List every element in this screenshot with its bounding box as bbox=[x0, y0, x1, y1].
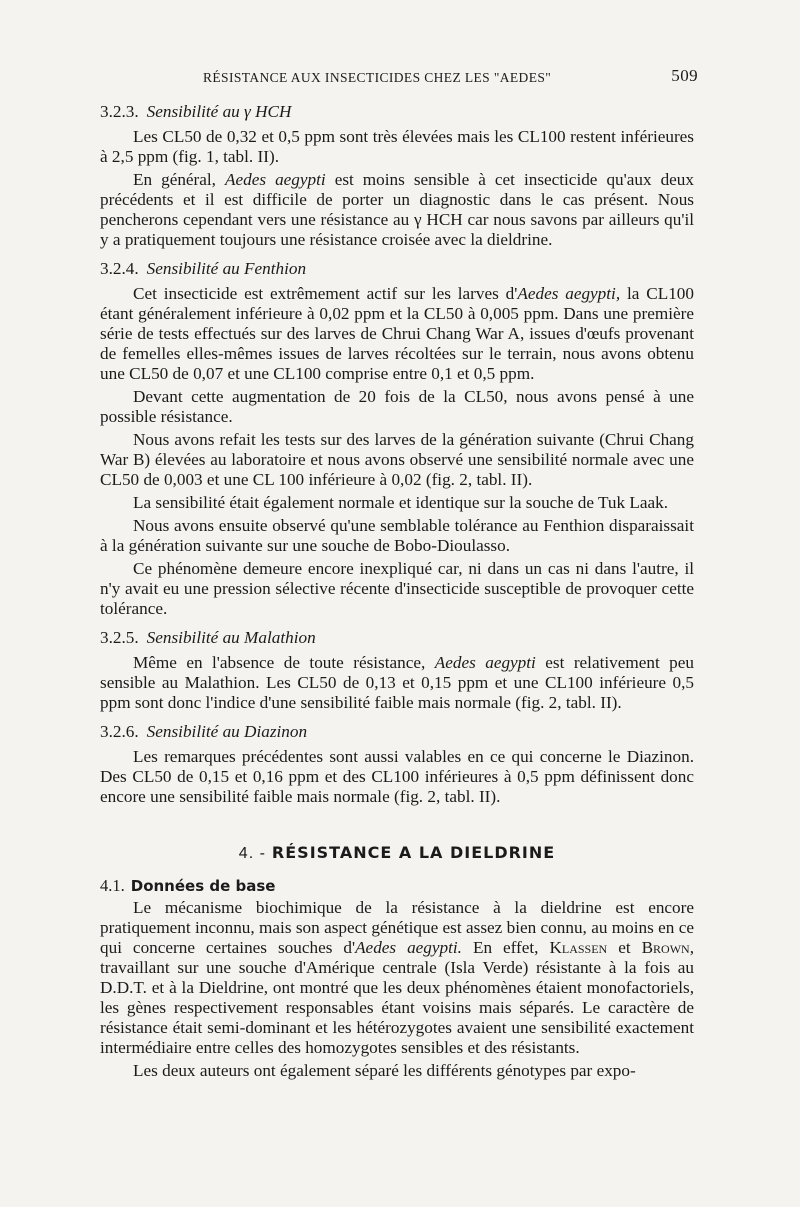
author-name: Klassen bbox=[549, 938, 608, 957]
paragraph: Les remarques précédentes sont aussi valables en ce qui concerne le Diazinon. Des CL50 de 0,15 et 0,16 ppm et des CL100 inférieures à 0,5 ppm définissent donc encore une sensibilité faible mais normale (fig. 2, tabl. II). bbox=[100, 747, 694, 806]
author-name: Brown bbox=[641, 938, 690, 957]
text-run: En général, bbox=[133, 170, 226, 189]
paragraph: Les deux auteurs ont également séparé les différents génotypes par expo- bbox=[133, 1061, 636, 1080]
section-heading-4-1 bbox=[100, 876, 694, 896]
paragraph bbox=[100, 284, 694, 384]
section-number: 3.2.3. bbox=[100, 102, 139, 121]
paragraph bbox=[100, 898, 694, 1058]
paragraph: Les CL50 de 0,32 et 0,5 ppm sont très élevées mais les CL100 restent inférieures à 2,5 ppm (fig. 1, tabl. II). bbox=[100, 127, 694, 166]
section-number: 3.2.4. bbox=[100, 259, 139, 278]
section-number: 3.2.6. bbox=[100, 722, 139, 741]
text-run: Même en l'absence de toute résistance, bbox=[133, 653, 435, 672]
section-title: Sensibilité au Malathion bbox=[146, 628, 316, 647]
paragraph bbox=[100, 170, 694, 250]
paragraph: Nous avons ensuite observé qu'une semblable tolérance au Fenthion disparaissait à la génération suivante sur une souche de Bobo-Dioulasso. bbox=[100, 516, 694, 555]
paragraph: Nous avons refait les tests sur des larves de la génération suivante (Chrui Chang War B) élevées au laboratoire et nous avons observé une sensibilité normale avec une CL50 de 0,003 et une CL 100 inférieure à 0,02 (fig. 2, tabl. II). bbox=[100, 430, 694, 489]
species-name: Aedes aegypti bbox=[225, 170, 326, 189]
chapter-title: RÉSISTANCE A LA DIELDRINE bbox=[271, 843, 556, 862]
section-number: 4.1. bbox=[100, 876, 125, 895]
section-heading-3-2-3 bbox=[100, 100, 694, 122]
paragraph: La sensibilité était également normale et identique sur la souche de Tuk Laak. bbox=[133, 493, 669, 512]
text-run: est moins sensible à cet insecticide qu'aux deux précédents et il est difficile de porter un diagnostic dans le cas présent. Nous pencherons cependant vers une résistance au γ HCH car nous savons par ailleurs qu'il y a pratiquement toujours une résistance croisée avec la dieldrine. bbox=[100, 170, 694, 249]
text-run: la CL100 étant généralement inférieure à 0,02 ppm et la CL50 à 0,005 ppm. Dans une première série de tests effectués sur des larves de Chrui Chang War A, issues d'œufs provenant de femelles elles-mêmes issues de larves récoltées sur le terrain, nous avons obtenu une CL50 de 0,07 et une CL100 comprise entre 0,1 et 0,5 ppm. bbox=[100, 284, 694, 383]
text-run: est relativement peu sensible au Malathion. Les CL50 de 0,13 et 0,15 ppm et une CL100 inférieure 0,5 ppm sont donc l'indice d'une sensibilité faible mais normale (fig. 2, tabl. II). bbox=[100, 653, 694, 712]
text-run: En effet, bbox=[461, 938, 550, 957]
paragraph: Devant cette augmentation de 20 fois de la CL50, nous avons pensé à une possible résistance. bbox=[100, 387, 694, 426]
page-number: 509 bbox=[671, 66, 698, 85]
section-heading-3-2-5 bbox=[100, 626, 694, 648]
paragraph bbox=[100, 653, 694, 713]
running-head-title: RÉSISTANCE AUX INSECTICIDES CHEZ LES "AEDES" bbox=[203, 70, 552, 85]
text-run: , travaillant sur une souche d'Amérique centrale (Isla Verde) résistante à la fois au D.D.T. et à la Dieldrine, ont montré que les deux phénomènes étaient monofactoriels, les gènes respectivement responsables étant voisins mais séparés. Le caractère de résistance était semi-dominant et les hétérozygotes avaient une sensibilité exactement intermédiaire entre celles des homozygotes sensibles et des résistants. bbox=[100, 938, 695, 1057]
paragraph: Ce phénomène demeure encore inexpliqué car, ni dans un cas ni dans l'autre, il n'y avait eu une pression sélective récente d'insecticide susceptible de provoquer cette tolérance. bbox=[100, 559, 694, 618]
section-title: Données de base bbox=[130, 877, 276, 895]
chapter-heading bbox=[100, 843, 694, 864]
text-run: Le mécanisme biochimique de la résistance à la dieldrine est encore pratiquement inconnu, mais son aspect génétique est assez bien connu, au moins en ce qui concerne certaines souches d' bbox=[100, 898, 694, 957]
chapter-number: 4. - bbox=[238, 845, 266, 862]
species-name: Aedes aegypti bbox=[434, 653, 536, 672]
text-run: et bbox=[607, 938, 642, 957]
section-heading-3-2-4 bbox=[100, 257, 694, 279]
running-head bbox=[203, 66, 698, 90]
text-run: Cet insecticide est extrêmement actif sur les larves d' bbox=[133, 284, 518, 303]
section-title: Sensibilité au γ HCH bbox=[146, 102, 292, 121]
section-title: Sensibilité au Fenthion bbox=[146, 259, 307, 278]
section-number: 3.2.5. bbox=[100, 628, 139, 647]
body-text bbox=[100, 100, 694, 1084]
species-name: Aedes aegypti, bbox=[517, 284, 621, 303]
section-title: Sensibilité au Diazinon bbox=[146, 722, 308, 741]
section-heading-3-2-6 bbox=[100, 720, 694, 742]
species-name: Aedes aegypti. bbox=[355, 938, 462, 957]
